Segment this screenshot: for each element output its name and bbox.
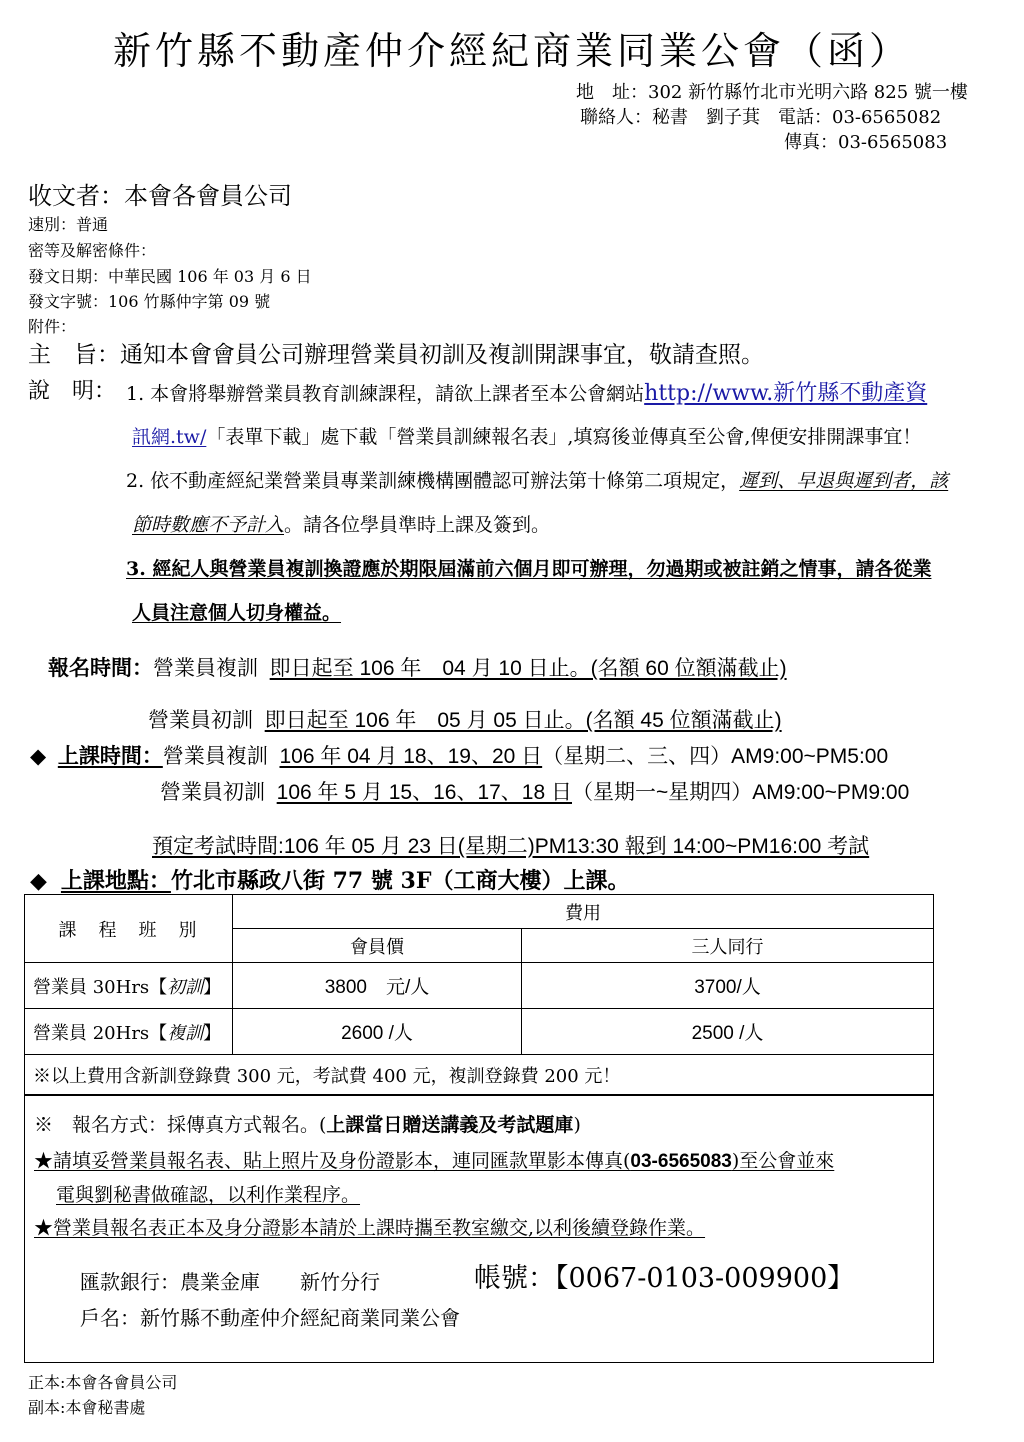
renew-class-dates: 106 年 04 月 18、19、20 日 (279, 745, 543, 768)
explanation-item-1 (126, 376, 927, 407)
subject-text: 通知本會會員公司辦理營業員初訓及複訓開課事宜，敬請查照。 (120, 342, 764, 368)
method-text: ※ 報名方式：採傳真方式報名。( (34, 1114, 327, 1136)
table-row (25, 963, 934, 1009)
course-close: 】 (203, 976, 222, 998)
initial-period: 即日起至 106 年 05 月 05 日止。(名額 45 位額滿截止) (264, 709, 782, 732)
col-member-header: 會員價 (233, 929, 522, 963)
registration-label: 報名時間： (48, 657, 153, 680)
course-type: 複訓 (167, 1022, 204, 1044)
item3-text-cont: 人員注意個人切身權益。 (132, 602, 342, 624)
diamond-bullet-icon: ◆ (30, 868, 47, 893)
table-row (25, 1009, 934, 1055)
member-price: 3800 元/人 (233, 963, 522, 1009)
explanation-item-3-cont (132, 598, 341, 625)
course-close: 】 (203, 1022, 222, 1044)
class-time-label: 上課時間： (57, 745, 163, 768)
subject-label: 主 旨： (28, 342, 120, 368)
method-bold: 上課當日贈送講義及考試題庫 (326, 1114, 574, 1136)
item2-suffix: 。請各位學員準時上課及簽到。 (284, 514, 551, 536)
signup-method (34, 1110, 581, 1137)
explanation-item-3 (126, 554, 931, 581)
course-name: 營業員 30Hrs【 (33, 976, 168, 998)
account-number: 【0067-0103-009900】 (555, 1263, 855, 1294)
account-label: 帳號： (474, 1263, 555, 1294)
website-link-cont[interactable]: 訊網.tw/ (132, 426, 207, 448)
signup-step-2: ★營業員報名表正本及身分證影本請於上課時攜至教室繳交,以利後續登錄作業。 (34, 1217, 706, 1239)
class-location (30, 864, 629, 895)
issue-date: 發文日期：中華民國 106 年 03 月 6 日 (28, 267, 312, 286)
renew-class-hours: （星期二、三、四）AM9:00~PM5:00 (542, 745, 889, 768)
signup-step-1-cont: 電與劉秘書做確認，以利作業程序。 (56, 1184, 361, 1206)
location-label: 上課地點： (60, 868, 171, 893)
step1-text: ★請填妥營業員報名表、貼上照片及身份證影本，連同匯款單影本傳真( (34, 1150, 631, 1172)
group-price: 2500 /人 (522, 1009, 934, 1055)
recipient: 收文者：本會各會員公司 (28, 182, 292, 210)
course-cell (25, 1009, 233, 1055)
subject (28, 336, 764, 369)
contact: 聯絡人：秘書 劉子萁 電話：03-6565082 (580, 107, 942, 128)
renew-period: 即日起至 106 年 04 月 10 日止。(名額 60 位額滿截止) (269, 657, 787, 680)
class-time-initial (160, 776, 909, 806)
item2-emphasis: 遲到、早退與遲到者，該 (739, 470, 949, 492)
item2-emphasis-cont: 節時數應不予計入 (132, 514, 285, 536)
course-type: 初訓 (167, 976, 204, 998)
registration-renew (48, 652, 787, 682)
initial-class-dates: 106 年 5 月 15、16、17、18 日 (276, 781, 572, 804)
col-course-header: 課 程 班 別 (25, 895, 233, 963)
initial-course: 營業員初訓 (148, 709, 253, 732)
class-time-renew (30, 740, 888, 770)
address: 地 址：302 新竹縣竹北市光明六路 825 號一樓 (576, 82, 968, 103)
location-text: 竹北市縣政八街 77 號 3F（工商大樓）上課。 (170, 868, 630, 894)
item2-text: 2. 依不動產經紀業營業員專業訓練機構團體認可辦法第十條第二項規定， (126, 470, 740, 492)
renew-class-course: 營業員複訓 (162, 745, 268, 768)
member-price: 2600 /人 (233, 1009, 522, 1055)
fee-table (24, 894, 934, 1095)
group-price: 3700/人 (522, 963, 934, 1009)
fax: 傳真：03-6565083 (784, 132, 948, 153)
step1-fax: 03-6565083 (630, 1151, 732, 1172)
course-name: 營業員 20Hrs【 (33, 1022, 168, 1044)
original-recipient: 正本:本會各會員公司 (28, 1373, 178, 1392)
attachment: 附件： (28, 317, 77, 336)
renew-course: 營業員複訓 (153, 657, 258, 680)
col-group-header: 三人同行 (522, 929, 934, 963)
col-fee-header: 費用 (233, 895, 934, 929)
website-link[interactable]: http://www.新竹縣不動產資 (644, 381, 928, 406)
speed: 速別：普通 (28, 215, 109, 234)
explanation-item-2-cont (132, 510, 550, 537)
account (474, 1256, 854, 1295)
initial-class-course: 營業員初訓 (160, 781, 265, 804)
exam-time: 預定考試時間:106 年 05 月 23 日(星期二)PM13:30 報到 14:00~PM16:00 考試 (152, 835, 870, 858)
bank-info: 匯款銀行：農業金庫 新竹分行 (80, 1270, 380, 1294)
secrecy: 密等及解密條件： (28, 241, 157, 260)
item1-text: 1. 本會將舉辦營業員教育訓練課程，請欲上課者至本公會網站 (126, 383, 645, 405)
item3-text: 3. 經紀人與營業員複訓換證應於期限屆滿前六個月即可辦理，勿過期或被註銷之情事，請各從業 (126, 558, 932, 580)
item1-suffix: 「表單下載」處下載「營業員訓練報名表」,填寫後並傳真至公會,俾便安排開課事宜！ (206, 426, 922, 448)
document-title: 新竹縣不動產仲介經紀商業同業公會（函） (112, 29, 911, 73)
fee-note: ※以上費用含新訓登錄費 300 元，考試費 400 元，複訓登錄費 200 元！ (25, 1055, 934, 1095)
diamond-bullet-icon: ◆ (30, 745, 47, 768)
method-close: ) (573, 1114, 581, 1136)
step1-text-b: )至公會並來 (731, 1150, 835, 1172)
registration-initial (148, 704, 782, 734)
account-name: 戶名：新竹縣不動產仲介經紀商業同業公會 (80, 1306, 460, 1330)
signup-step-1 (34, 1146, 834, 1173)
explanation-item-2 (126, 466, 948, 493)
explanation-item-1-cont (132, 422, 921, 449)
doc-number: 發文字號：106 竹縣仲字第 09 號 (28, 292, 271, 311)
explanation-label: 說 明： (28, 379, 117, 404)
copy-recipient: 副本:本會秘書處 (28, 1398, 146, 1417)
initial-class-hours: （星期一~星期四）AM9:00~PM9:00 (572, 781, 910, 804)
course-cell (25, 963, 233, 1009)
